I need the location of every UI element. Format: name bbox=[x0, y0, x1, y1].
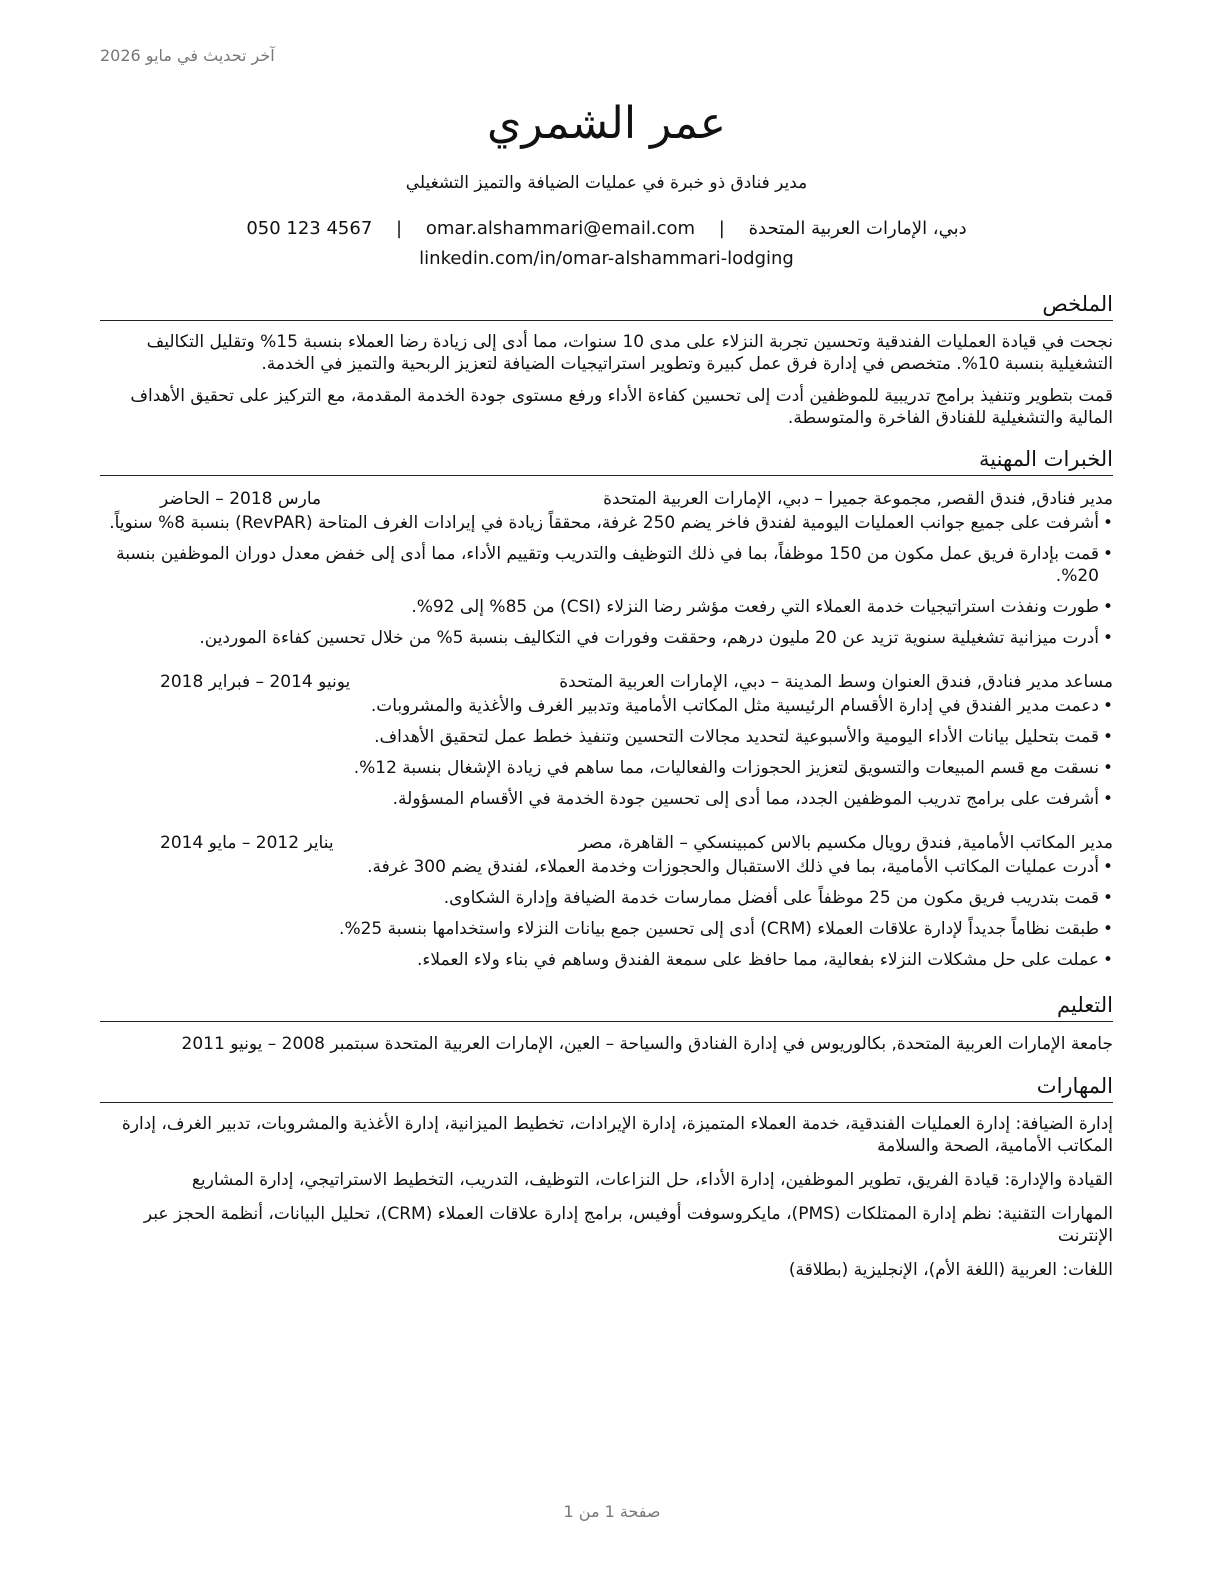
contact-line bbox=[100, 214, 1113, 244]
resume-page bbox=[100, 92, 1113, 1293]
job-bullet: • أدرت ميزانية تشغيلية سنوية تزيد عن 20 مليون درهم، وحققت وفورات في التكاليف بنسبة 5% من خلال تحسين كفاءة الموردين. bbox=[100, 627, 1099, 649]
skills-section bbox=[100, 1072, 1113, 1281]
page-number: صفحة 1 من 1 bbox=[563, 1502, 661, 1521]
job-bullet: • أشرفت على جميع جوانب العمليات اليومية لفندق فاخر يضم 250 غرفة، محققاً زيادة في إيرادات الغرف المتاحة (RevPAR) بنسبة 8% سنوياً. bbox=[100, 512, 1099, 534]
phone: 050 123 4567 bbox=[246, 218, 373, 239]
job-dates: يونيو 2014 – فبراير 2018 bbox=[160, 672, 351, 692]
job-bullet: • عملت على حل مشكلات النزلاء بفعالية، مما حافظ على سمعة الفندق وساهم في بناء ولاء العملاء. bbox=[100, 949, 1099, 971]
separator: | bbox=[396, 218, 403, 239]
job-bullet: • طبقت نظاماً جديداً لإدارة علاقات العملاء (CRM) أدى إلى تحسين جمع بيانات النزلاء واستخدامها بنسبة 25%. bbox=[100, 918, 1099, 940]
education-entry: جامعة الإمارات العربية المتحدة, بكالوريوس في إدارة الفنادق والسياحة – العين، الإمارات العربية المتحدة سبتمبر 2008 – يونيو 2011 bbox=[181, 1034, 1113, 1054]
summary-paragraph: نجحت في قيادة العمليات الفندقية وتحسين تجربة النزلاء على مدى 10 سنوات، مما أدى إلى زيادة رضا العملاء بنسبة 15% وتقليل التكاليف التشغيلية بنسبة 10%. متخصص في إدارة فرق عمل كبيرة وتطوير استراتيجيات الضيافة لتعزيز الربحية والتميز في الخدمة. bbox=[146, 332, 1113, 374]
section-title: التعليم bbox=[100, 991, 1113, 1022]
section-title: الملخص bbox=[100, 290, 1113, 321]
job-bullet: • أشرفت على برامج تدريب الموظفين الجدد، مما أدى إلى تحسين جودة الخدمة في الأقسام المسؤولة. bbox=[100, 788, 1099, 810]
location: دبي، الإمارات العربية المتحدة bbox=[748, 218, 967, 239]
summary-paragraph: قمت بتطوير وتنفيذ برامج تدريبية للموظفين أدت إلى تحسين كفاءة الأداء ورفع مستوى جودة الخدمة المقدمة، مع التركيز على تحقيق الأهداف المالية والتشغيلية للفنادق الفاخرة والمتوسطة. bbox=[130, 386, 1113, 428]
section-title: المهارات bbox=[100, 1072, 1113, 1103]
skill-line: اللغات: العربية (اللغة الأم)، الإنجليزية (بطلاقة) bbox=[788, 1260, 1113, 1280]
job-dates: مارس 2018 – الحاضر bbox=[160, 489, 322, 509]
job-entry bbox=[100, 669, 1113, 810]
linkedin-link[interactable]: linkedin.com/in/omar-alshammari-lodging bbox=[419, 248, 794, 269]
job-bullet: • أدرت عمليات المكاتب الأمامية، بما في ذلك الاستقبال والحجوزات وخدمة العملاء، لفندق يضم 300 غرفة. bbox=[100, 856, 1099, 878]
section-title: الخبرات المهنية bbox=[100, 445, 1113, 476]
experience-section bbox=[100, 445, 1113, 971]
job-heading: مدير المكاتب الأمامية, فندق رويال مكسيم بالاس كمبينسكي – القاهرة، مصر bbox=[578, 833, 1113, 853]
job-dates: يناير 2012 – مايو 2014 bbox=[160, 833, 334, 853]
tagline: مدير فنادق ذو خبرة في عمليات الضيافة والتميز التشغيلي bbox=[405, 173, 808, 193]
skill-line: القيادة والإدارة: قيادة الفريق، تطوير الموظفين، إدارة الأداء، حل النزاعات، التوظيف، التدريب، التخطيط الاستراتيجي، إدارة المشاريع bbox=[191, 1170, 1113, 1190]
job-bullet: • طورت ونفذت استراتيجيات خدمة العملاء التي رفعت مؤشر رضا النزلاء (CSI) من 85% إلى 92%. bbox=[100, 596, 1099, 618]
summary-section bbox=[100, 290, 1113, 429]
candidate-name: عمر الشمري bbox=[487, 98, 726, 149]
job-entry bbox=[100, 486, 1113, 649]
job-bullet: • نسقت مع قسم المبيعات والتسويق لتعزيز الحجوزات والفعاليات، مما ساهم في زيادة الإشغال بنسبة 12%. bbox=[100, 757, 1099, 779]
job-bullet: • دعمت مدير الفندق في إدارة الأقسام الرئيسية مثل المكاتب الأمامية وتدبير الغرف والأغذية والمشروبات. bbox=[100, 695, 1099, 717]
last-updated: آخر تحديث في مايو 2026 bbox=[100, 46, 275, 65]
job-entry bbox=[100, 830, 1113, 971]
separator: | bbox=[718, 218, 725, 239]
email[interactable]: omar.alshammari@email.com bbox=[425, 218, 696, 239]
job-bullet: • قمت بتدريب فريق مكون من 25 موظفاً على أفضل ممارسات خدمة الضيافة وإدارة الشكاوى. bbox=[100, 887, 1099, 909]
job-heading: مدير فنادق, فندق القصر, مجموعة جميرا – دبي، الإمارات العربية المتحدة bbox=[603, 489, 1113, 509]
education-section bbox=[100, 991, 1113, 1056]
skill-line: المهارات التقنية: نظم إدارة الممتلكات (PMS)، مايكروسوفت أوفيس، برامج إدارة علاقات العملاء (CRM)، تحليل البيانات، أنظمة الحجز عبر الإنترنت bbox=[143, 1204, 1113, 1246]
job-heading: مساعد مدير فنادق, فندق العنوان وسط المدينة – دبي، الإمارات العربية المتحدة bbox=[559, 672, 1113, 692]
job-bullet: • قمت بتحليل بيانات الأداء اليومية والأسبوعية لتحديد مجالات التحسين وتنفيذ خطط عمل لتحقيق الأهداف. bbox=[100, 726, 1099, 748]
skill-line: إدارة الضيافة: إدارة العمليات الفندقية، خدمة العملاء المتميزة، إدارة الإيرادات، تخطيط الميزانية، إدارة الأغذية والمشروبات، تدبير الغرف، إدارة المكاتب الأمامية، الصحة والسلامة bbox=[121, 1114, 1113, 1156]
job-bullet: • قمت بإدارة فريق عمل مكون من 150 موظفاً، بما في ذلك التوظيف والتدريب وتقييم الأداء، مما أدى إلى خفض معدل دوران الموظفين بنسبة 20%. bbox=[100, 543, 1099, 587]
